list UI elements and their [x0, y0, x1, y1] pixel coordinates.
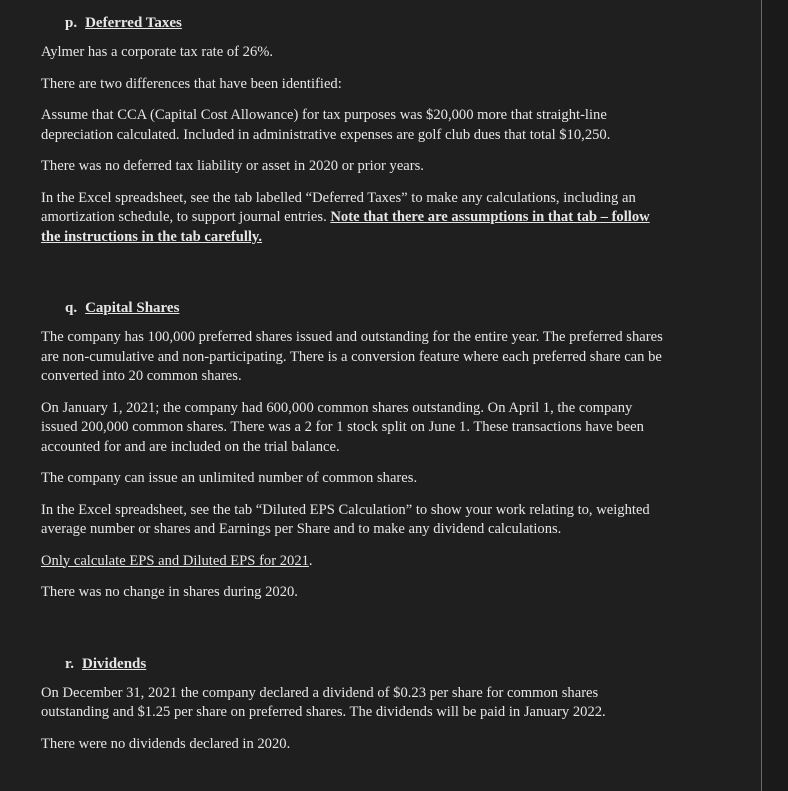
paragraph: The company can issue an unlimited number of common shares. [41, 470, 418, 486]
spacer [41, 259, 666, 295]
paragraph-text: In the Excel spreadsheet, see the tab labelled “Deferred Taxes” to make any calculations, including an amortization schedule, to support journal entries. [41, 189, 636, 225]
section-letter: q. [65, 300, 78, 316]
document-content [41, 10, 666, 766]
section-letter: r. [65, 655, 75, 672]
section-heading-deferred-taxes [65, 14, 666, 32]
paragraph: On January 1, 2021; the company had 600,000 common shares outstanding. On April 1, the company issued 200,000 common shares. There was a 2 for 1 stock split on June 1. These transactions have been accounted for and are included on the trial balance. [41, 399, 644, 455]
paragraph: The company has 100,000 preferred shares issued and outstanding for the entire year. The preferred shares are non-cumulative and non-participating. There is a conversion feature where each preferred share can be converted into 20 common shares. [41, 329, 663, 384]
section-title: Deferred Taxes [85, 15, 182, 31]
paragraph: Aylmer has a corporate tax rate of 26%. [41, 44, 274, 60]
section-heading-capital-shares [65, 299, 666, 317]
paragraph: On December 31, 2021 the company declared a dividend of $0.23 per share for common shares outstanding and $1.25 per share on preferred shares. The dividends will be paid in January 2022. [41, 684, 606, 720]
paragraph: There was no deferred tax liability or asset in 2020 or prior years. [41, 158, 424, 174]
paragraph: There was no change in shares during 2020. [41, 584, 298, 600]
paragraph [41, 189, 666, 248]
paragraph: There are two differences that have been identified: [41, 75, 342, 92]
vertical-scrollbar[interactable] [761, 0, 788, 791]
section-heading-dividends [65, 655, 666, 673]
paragraph: There were no dividends declared in 2020. [41, 735, 291, 752]
underlined-instruction: Only calculate EPS and Diluted EPS for 2021 [41, 552, 309, 569]
section-title: Capital Shares [85, 300, 180, 316]
spacer [41, 615, 666, 651]
paragraph: Assume that CCA (Capital Cost Allowance) for tax purposes was $20,000 more that straight-line depreciation calculated. Included in administrative expenses are golf club dues that total $10,250. [41, 107, 611, 143]
section-title: Dividends [82, 655, 147, 672]
emphasized-note: Note that there are assumptions in that tab – follow the instructions in the tab carefully. [41, 209, 650, 245]
paragraph: In the Excel spreadsheet, see the tab “Diluted EPS Calculation” to show your work relating to, weighted average number or shares and Earnings per Share and to make any dividend calculations. [41, 501, 650, 537]
paragraph [41, 552, 666, 572]
section-letter: p. [65, 15, 78, 31]
paragraph-text: . [308, 552, 313, 569]
